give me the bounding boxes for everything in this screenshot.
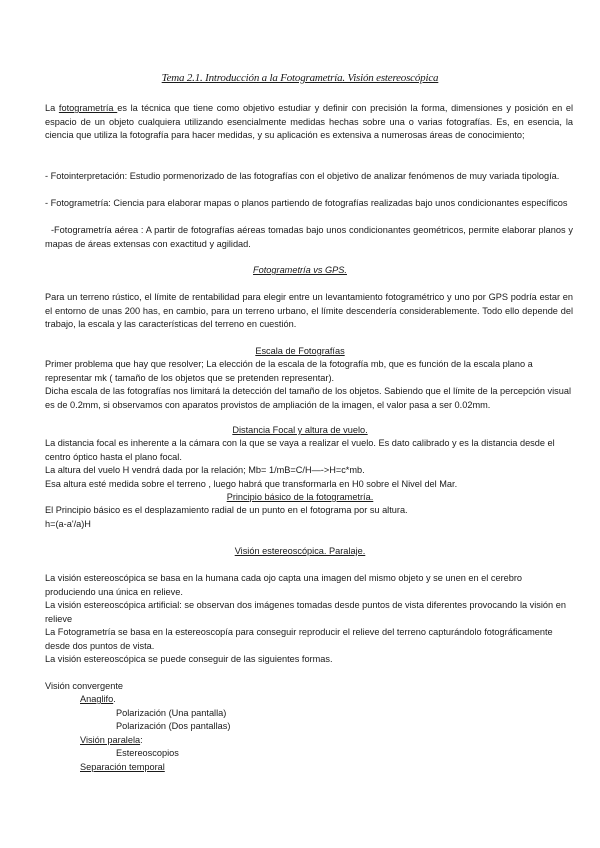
heading-gps: Fotogrametría vs GPS. [253,265,347,275]
vision-paragraph-1: La visión estereoscópica se basa en la humana cada ojo capta una imagen del mismo objeto y se unen en el cerebro produciendo una única en relieve. [45,573,523,597]
list-vision-convergente: Visión convergente [45,681,123,691]
heading-escala: Escala de Fotografías [255,346,345,356]
intro-prefix: La [45,103,59,113]
intro-paragraph [45,102,573,143]
heading-vision: Visión estereoscópica. Paralaje. [234,546,366,556]
intro-text: es la técnica que tiene como objetivo estudiar y definir con precisión la forma, dimensiones y posición en el espacio de un objeto cualquiera utilizando esencialmente medidas hechas sobre una o varias fotografías. Es, en esencia, la ciencia que utiliza la fotografía para hacer medidas, y su aplicación es extensiva a numerosas áreas de conocimiento; [45,103,574,141]
type-fotointerpretacion: - Fotointerpretación: Estudio pormenorizado de las fotografías con el objetivo de analizar fenómenos de muy variada tipología. [45,171,560,181]
vision-paragraph-3: La Fotogrametría se basa en la estereoscopía para conseguir reproducir el relieve del terreno capturándolo fotográficamente desde dos puntos de vista. [45,627,553,651]
type-fotogrametria-aerea: -Fotogrametría aérea : A partir de fotografías aéreas tomadas bajo unos condicionantes geométricos, permite elaborar planos y mapas de áreas extensas con exactitud y agilidad. [45,225,573,249]
list-item-separacion-temporal: Separación temporal [80,762,165,772]
list-item-anaglifo [80,693,116,707]
intro-term: fotogrametría [58,103,118,113]
vision-paragraph-4: La visión estereoscópica se puede conseguir de las siguientes formas. [45,654,333,664]
principio-paragraph: El Principio básico es el desplazamiento radial de un punto en el fotograma por su altura. [45,505,408,515]
focal-paragraph-3: Esa altura esté medida sobre el terreno , luego habrá que transformarla en H0 sobre el Nivel del Mar. [45,479,458,489]
vision-paralela-label: Visión paralela [80,735,141,745]
list-item-polarizacion-una: Polarización (Una pantalla) [116,708,227,718]
anaglifo-label: Anaglifo [80,694,114,704]
page-title: Tema 2.1. Introducción a la Fotogrametría. Visión estereoscópica [161,72,439,84]
focal-paragraph-1: La distancia focal es inherente a la cámara con la que se vaya a realizar el vuelo. Es dato calibrado y es la distancia desde el centro óptico hasta el plano focal. [45,438,555,462]
list-item-polarizacion-dos: Polarización (Dos pantallas) [116,721,231,731]
vision-paralela-colon: : [140,735,143,745]
anaglifo-dot: . [113,694,116,704]
list-item-vision-paralela [80,734,143,748]
principio-formula: h=(a-a'/a)H [45,519,91,529]
heading-principio: Principio básico de la fotogrametría. [226,492,374,502]
list-item-estereoscopios: Estereoscopios [116,748,179,758]
focal-paragraph-2: La altura del vuelo H vendrá dada por la relación; Mb= 1/mB=C/H—->H=c*mb. [45,465,365,475]
escala-paragraph-1: Primer problema que hay que resolver; La elección de la escala de la fotografía mb, que es función de la escala plano a representar mk ( tamaño de los objetos que se pretenden representar). [45,359,533,383]
gps-paragraph: Para un terreno rústico, el límite de rentabilidad para elegir entre un levantamiento fotogramétrico y uno por GPS podría estar en el entorno de unas 200 has, en cambio, para un terreno urbano, el límite descendería considerablemente. Todo ello depende del trabajo, la escala y las características del terreno en cuestión. [45,292,573,330]
type-fotogrametria: - Fotogrametría: Ciencia para elaborar mapas o planos partiendo de fotografías realizadas bajo unos condicionantes específicos [45,198,568,208]
escala-paragraph-2: Dicha escala de las fotografías nos limitará la detección del tamaño de los objetos. Sabiendo que el límite de la percepción visual es de 0.2mm, si observamos con aparatos provistos de ampliación de la imagen, el valor pasa a ser 0.02mm. [45,386,572,410]
heading-focal: Distancia Focal y altura de vuelo. [232,425,368,435]
vision-paragraph-2: La visión estereoscópica artificial: se observan dos imágenes tomadas desde puntos de vista diferentes provocando la visión en relieve [45,600,566,624]
